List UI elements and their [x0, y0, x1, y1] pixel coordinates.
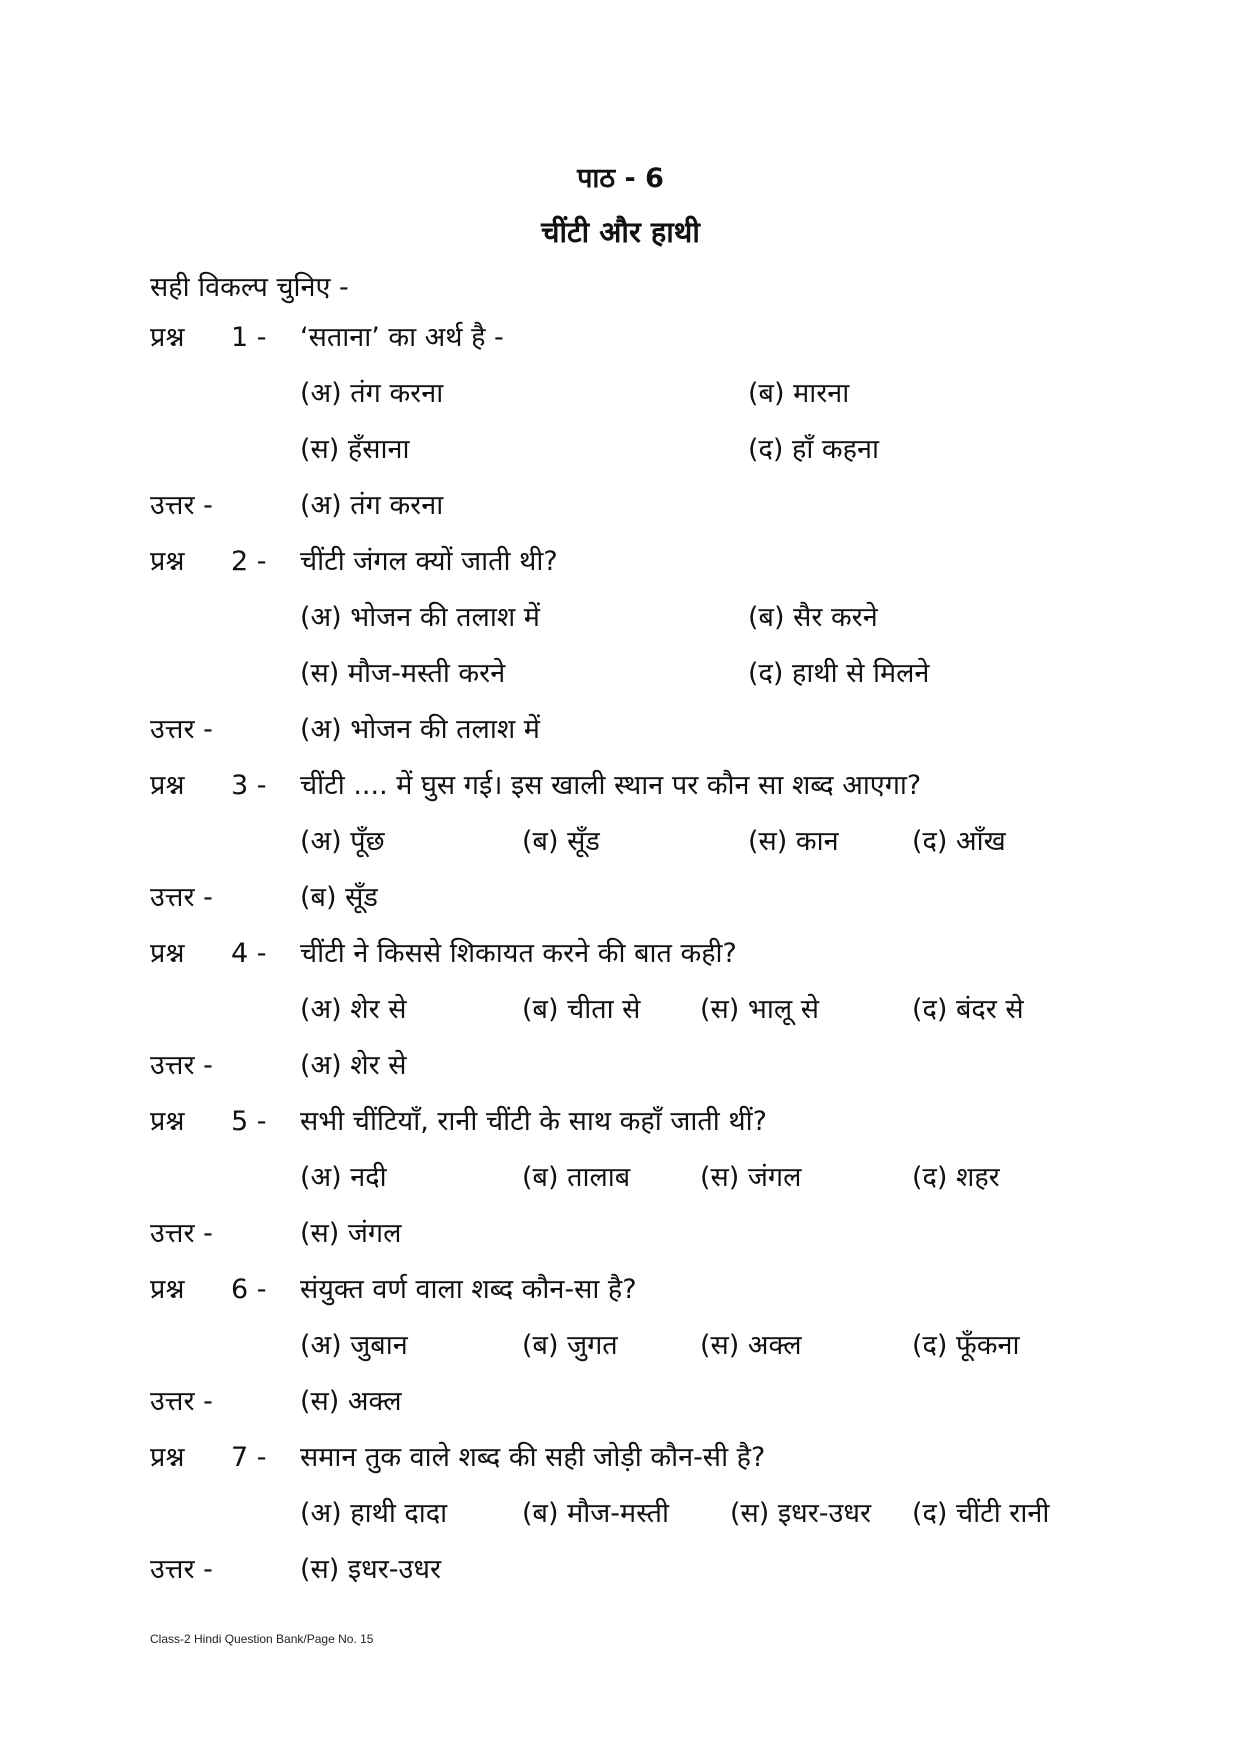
answer-label: उत्तर -	[150, 1050, 213, 1081]
question-line	[0, 1270, 1241, 1320]
chapter-title: चींटी और हाथी	[541, 215, 700, 249]
option: (द) बंदर से	[912, 994, 1024, 1025]
option: (स) जंगल	[700, 1162, 802, 1193]
question-number: 2 -	[231, 546, 267, 577]
option: (ब) मारना	[748, 378, 850, 409]
answer-line	[0, 710, 1241, 760]
options-row	[0, 1326, 1241, 1376]
option: (द) फूँकना	[912, 1330, 1020, 1361]
question-label: प्रश्न	[150, 938, 185, 969]
question-label: प्रश्न	[150, 770, 185, 801]
question-label: प्रश्न	[150, 546, 185, 577]
answer-line	[0, 878, 1241, 928]
option: (ब) जुगत	[522, 1330, 618, 1361]
question-line	[0, 318, 1241, 368]
question-text: चींटी .... में घुस गई। इस खाली स्थान पर कौन सा शब्द आएगा?	[300, 770, 922, 801]
option: (अ) हाथी दादा	[300, 1498, 448, 1529]
answer-text: (अ) शेर से	[300, 1050, 407, 1081]
options-row	[0, 990, 1241, 1040]
option: (अ) जुबान	[300, 1330, 408, 1361]
question-text: चींटी जंगल क्यों जाती थी?	[300, 546, 558, 577]
option: (स) मौज-मस्ती करने	[300, 658, 506, 689]
option: (ब) मौज-मस्ती	[522, 1498, 670, 1529]
question-line	[0, 1438, 1241, 1488]
question-text: सभी चींटियाँ, रानी चींटी के साथ कहाँ जाती थीं?	[300, 1106, 767, 1137]
chapter-heading: पाठ - 6	[577, 163, 664, 194]
option: (अ) नदी	[300, 1162, 387, 1193]
option: (द) चींटी रानी	[912, 1498, 1050, 1529]
option: (स) अक्ल	[700, 1330, 802, 1361]
answer-label: उत्तर -	[150, 1218, 213, 1249]
option: (अ) शेर से	[300, 994, 407, 1025]
question-number: 1 -	[231, 322, 267, 353]
answer-text: (स) अक्ल	[300, 1386, 402, 1417]
instruction-text: सही विकल्प चुनिए -	[150, 272, 349, 303]
question-text: ‘सताना’ का अर्थ है -	[300, 322, 504, 353]
question-text: चींटी ने किससे शिकायत करने की बात कही?	[300, 938, 737, 969]
answer-label: उत्तर -	[150, 714, 213, 745]
option: (द) हाँ कहना	[748, 434, 879, 465]
options-row	[0, 654, 1241, 704]
question-number: 6 -	[231, 1274, 267, 1305]
answer-label: उत्तर -	[150, 1386, 213, 1417]
question-label: प्रश्न	[150, 1106, 185, 1137]
option: (स) भालू से	[700, 994, 820, 1025]
answer-text: (अ) तंग करना	[300, 490, 444, 521]
option: (द) शहर	[912, 1162, 1000, 1193]
question-number: 4 -	[231, 938, 267, 969]
question-label: प्रश्न	[150, 1442, 185, 1473]
options-row	[0, 430, 1241, 480]
instruction-line	[0, 268, 1241, 318]
option: (ब) सैर करने	[748, 602, 878, 633]
option: (स) इधर-उधर	[730, 1498, 871, 1529]
question-line	[0, 542, 1241, 592]
page-footer: Class-2 Hindi Question Bank/Page No. 15	[150, 1632, 374, 1646]
question-line	[0, 1102, 1241, 1152]
options-row	[0, 822, 1241, 872]
option: (ब) तालाब	[522, 1162, 631, 1193]
question-label: प्रश्न	[150, 322, 185, 353]
question-text: संयुक्त वर्ण वाला शब्द कौन-सा है?	[300, 1274, 637, 1305]
answer-label: उत्तर -	[150, 882, 213, 913]
answer-text: (ब) सूँड	[300, 882, 378, 913]
answer-text: (अ) भोजन की तलाश में	[300, 714, 540, 745]
question-number: 5 -	[231, 1106, 267, 1137]
options-row	[0, 1158, 1241, 1208]
option: (द) हाथी से मिलने	[748, 658, 930, 689]
question-text: समान तुक वाले शब्द की सही जोड़ी कौन-सी है?	[300, 1442, 766, 1473]
option: (द) आँख	[912, 826, 1006, 857]
option: (अ) तंग करना	[300, 378, 444, 409]
answer-text: (स) इधर-उधर	[300, 1554, 441, 1585]
option: (अ) पूँछ	[300, 826, 385, 857]
options-row	[0, 374, 1241, 424]
options-row	[0, 598, 1241, 648]
option: (ब) सूँड	[522, 826, 600, 857]
question-number: 3 -	[231, 770, 267, 801]
options-row	[0, 1494, 1241, 1544]
option: (अ) भोजन की तलाश में	[300, 602, 540, 633]
option: (स) हँसाना	[300, 434, 410, 465]
question-line	[0, 766, 1241, 816]
option: (ब) चीता से	[522, 994, 641, 1025]
answer-line	[0, 486, 1241, 536]
option: (स) कान	[748, 826, 839, 857]
answer-text: (स) जंगल	[300, 1218, 402, 1249]
question-line	[0, 934, 1241, 984]
answer-line	[0, 1550, 1241, 1600]
question-label: प्रश्न	[150, 1274, 185, 1305]
answer-line	[0, 1382, 1241, 1432]
answer-label: उत्तर -	[150, 490, 213, 521]
answer-line	[0, 1214, 1241, 1264]
answer-line	[0, 1046, 1241, 1096]
question-number: 7 -	[231, 1442, 267, 1473]
answer-label: उत्तर -	[150, 1554, 213, 1585]
